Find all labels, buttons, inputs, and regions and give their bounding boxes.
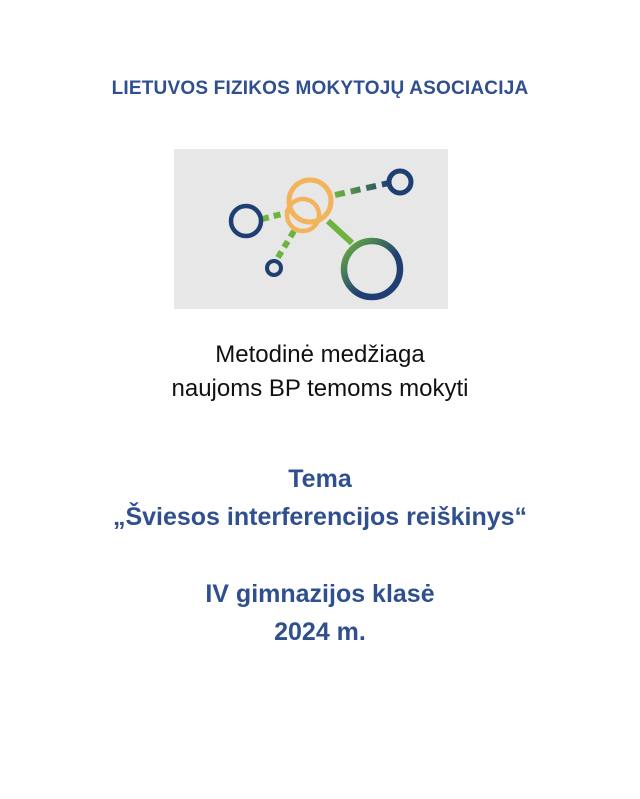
grade-year: 2024 m. <box>274 618 366 646</box>
grade-block <box>0 575 640 651</box>
molecule-network-logo-icon <box>174 149 448 309</box>
subtitle-line-1: Metodinė medžiaga <box>215 341 425 368</box>
topic-label: Tema <box>288 465 352 493</box>
topic-title: „Šviesos interferencijos reiškinys“ <box>112 503 528 531</box>
subtitle-line-2: naujoms BP temoms mokyti <box>171 375 469 402</box>
subtitle <box>0 338 640 406</box>
topic-block <box>0 460 640 536</box>
organization-title: LIETUVOS FIZIKOS MOKYTOJŲ ASOCIACIJA <box>111 78 529 99</box>
grade-class: IV gimnazijos klasė <box>205 580 435 608</box>
